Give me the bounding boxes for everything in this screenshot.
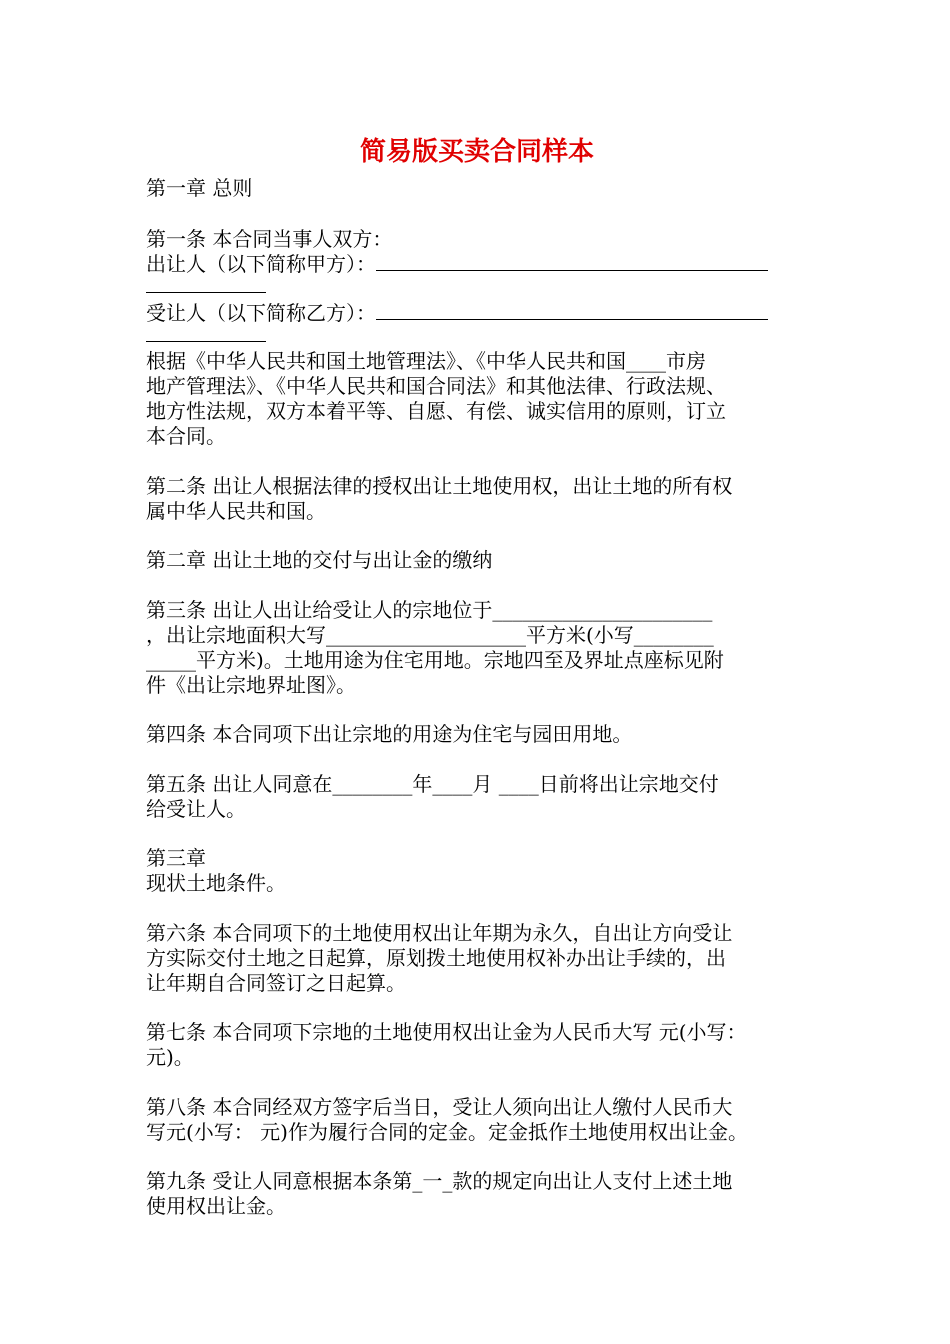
chapter-3-heading: 第三章	[146, 846, 206, 870]
article-4-line-1: 第四条 本合同项下出让宗地的用途为住宅与园田用地。	[146, 722, 633, 746]
transferor-blank-continued	[146, 274, 266, 299]
preamble-line-1: 根据《中华人民共和国土地管理法》、《中华人民共和国____市房	[146, 349, 706, 373]
transferor-label: 出让人（以下简称甲方）：	[146, 252, 376, 276]
chapter-2-heading: 第二章 出让土地的交付与出让金的缴纳	[146, 548, 493, 572]
article-3-line-2: ，出让宗地面积大写____________________平方米(小写________	[146, 623, 714, 647]
chapter-1-heading: 第一章 总则	[146, 176, 253, 200]
article-3-line-3: _____平方米)。土地用途为住宅用地。宗地四至及界址点座标见附	[146, 648, 724, 672]
article-2-line-1: 第二条 出让人根据法律的授权出让土地使用权，出让土地的所有权	[146, 474, 733, 498]
article-7-line-2: 元)。	[146, 1045, 194, 1069]
transferor-blank	[376, 254, 768, 271]
article-6-line-3: 让年期自合同签订之日起算。	[146, 971, 406, 995]
article-5-line-1: 第五条 出让人同意在________年____月 ____日前将出让宗地交付	[146, 772, 719, 796]
article-3-line-1: 第三条 出让人出让给受让人的宗地位于______________________	[146, 598, 713, 622]
article-5-line-2: 给受让人。	[146, 797, 246, 821]
preamble-line-4: 本合同。	[146, 424, 226, 448]
article-8-line-1: 第八条 本合同经双方签字后当日，受让人须向出让人缴付人民币大	[146, 1095, 733, 1119]
transferee-blank-continued	[146, 323, 266, 348]
preamble-line-3: 地方性法规，双方本着平等、自愿、有偿、诚实信用的原则，订立	[146, 399, 726, 423]
article-7-line-1: 第七条 本合同项下宗地的土地使用权出让金为人民币大写 元(小写：	[146, 1020, 747, 1044]
chapter-3-subtitle: 现状土地条件。	[146, 871, 286, 895]
article-2-line-2: 属中华人民共和国。	[146, 499, 326, 523]
document-title: 简易版买卖合同样本	[359, 137, 594, 167]
article-9-line-2: 使用权出让金。	[146, 1194, 286, 1218]
article-6-line-1: 第六条 本合同项下的土地使用权出让年期为永久，自出让方向受让	[146, 921, 733, 945]
transferee-blank	[376, 303, 768, 320]
transferee-label: 受让人（以下简称乙方）：	[146, 301, 376, 325]
article-9-line-1: 第九条 受让人同意根据本条第_一_款的规定向出让人支付上述土地	[146, 1169, 733, 1193]
article-3-line-4: 件《出让宗地界址图》。	[146, 673, 356, 697]
article-8-line-2: 写元(小写： 元)作为履行合同的定金。定金抵作土地使用权出让金。	[146, 1120, 748, 1144]
preamble-line-2: 地产管理法》、《中华人民共和国合同法》和其他法律、行政法规、	[146, 374, 726, 398]
article-1-heading: 第一条 本合同当事人双方：	[146, 227, 393, 251]
article-6-line-2: 方实际交付土地之日起算，原划拨土地使用权补办出让手续的，出	[146, 946, 726, 970]
